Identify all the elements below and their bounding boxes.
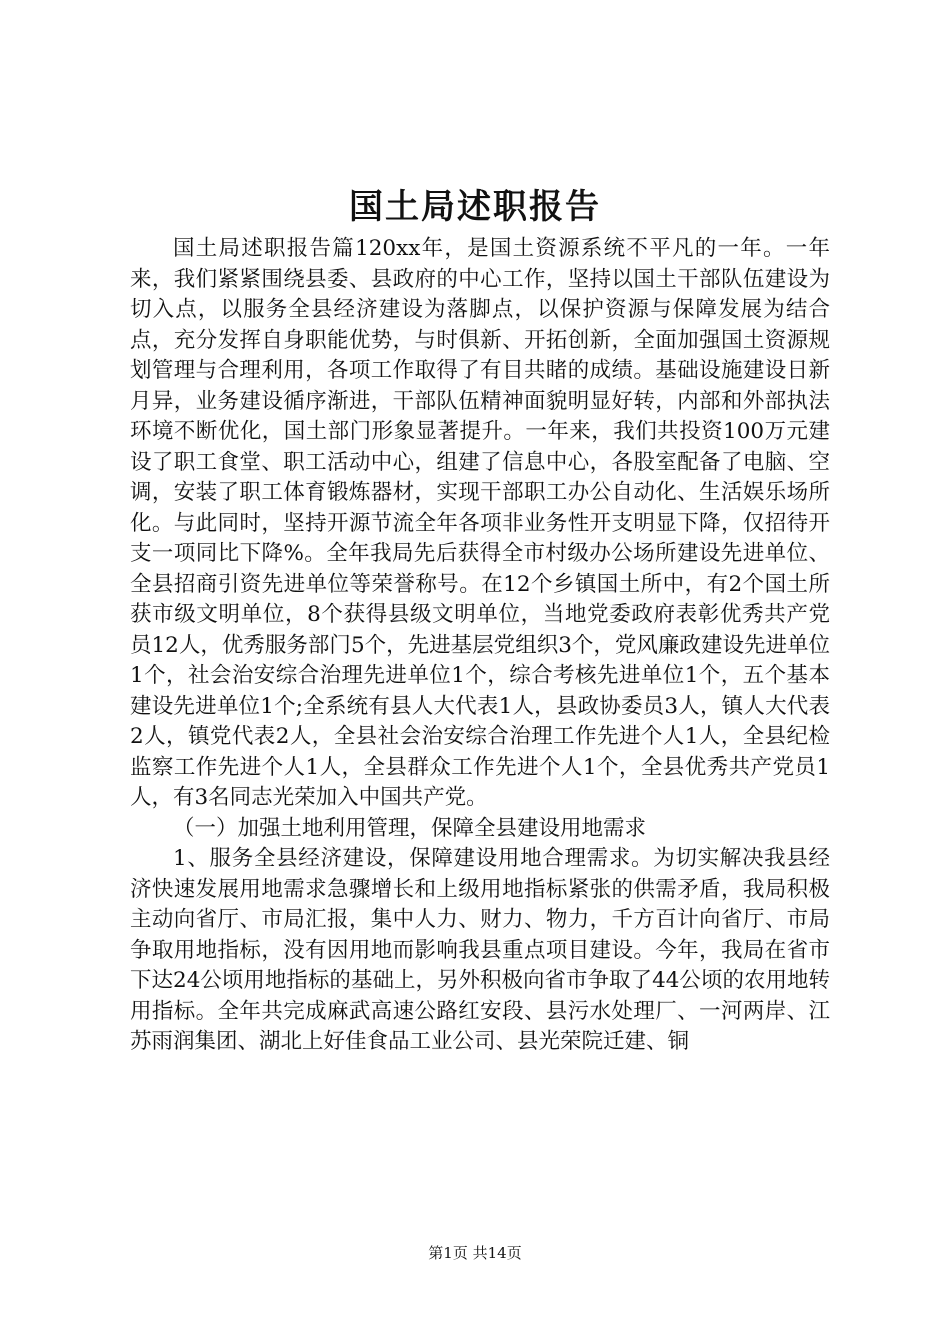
section-heading: （一）加强土地利用管理，保障全县建设用地需求 (173, 815, 647, 841)
paragraph-land-use: 1、服务全县经济建设，保障建设用地合理需求。为切实解决我县经济快速发展用地需求急骤增长和上级用地指标紧张的供需矛盾，我局积极主动向省厅、市局汇报，集中人力、财力、物力，千方百计向省厅、市局争取用地指标，没有因用地而影响我县重点项目建设。今年，我局在省市下达24公顷用地指标的基础上，另外积极向省市争取了44公顷的农用地转用指标。全年共完成麻武高速公路红安段、县污水处理厂、一河两岸、江苏雨润集团、湖北上好佳食品工业公司、县光荣院迁建、铜 (130, 846, 830, 1054)
document-body (130, 234, 830, 1058)
document-title: 国土局述职报告 (349, 187, 601, 227)
paragraph-intro: 国土局述职报告篇120xx年，是国土资源系统不平凡的一年。一年来，我们紧紧围绕县委、县政府的中心工作，坚持以国土干部队伍建设为切入点，以服务全县经济建设为落脚点，以保护资源与保障发展为结合点，充分发挥自身职能优势，与时俱新、开拓创新，全面加强国土资源规划管理与合理利用，各项工作取得了有目共睹的成绩。基础设施建设日新月异，业务建设循序渐进，干部队伍精神面貌明显好转，内部和外部执法环境不断优化，国土部门形象显著提升。一年来，我们共投资100万元建设了职工食堂、职工活动中心，组建了信息中心，各股室配备了电脑、空调，安装了职工体育锻炼器材，实现干部职工办公自动化、生活娱乐场所化。与此同时，坚持开源节流全年各项非业务性开支明显下降，仅招待开支一项同比下降%。全年我局先后获得全市村级办公场所建设先进单位、全县招商引资先进单位等荣誉称号。在12个乡镇国土所中，有2个国土所获市级文明单位，8个获得县级文明单位，当地党委政府表彰优秀共产党员12人，优秀服务部门5个，先进基层党组织3个，党风廉政建设先进单位1个，社会治安综合治理先进单位1个，综合考核先进单位1个，五个基本建设先进单位1个;全系统有县人大代表1人，县政协委员3人，镇人大代表2人，镇党代表2人，全县社会治安综合治理工作先进个人1人，全县纪检监察工作先进个人1人，全县群众工作先进个人1个，全县优秀共产党员1人，有3名同志光荣加入中国共产党。 (130, 236, 830, 810)
page-number: 第1页 共14页 (428, 1244, 522, 1262)
